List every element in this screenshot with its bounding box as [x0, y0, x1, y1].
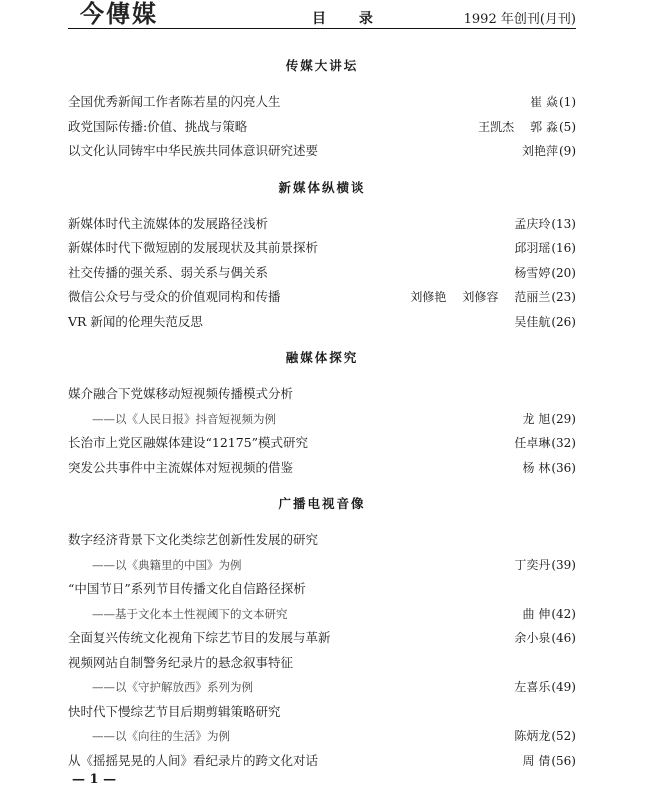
author-block: [498, 236, 576, 261]
section-title: 融媒体探究: [285, 350, 359, 365]
page-ref: (56): [551, 753, 576, 768]
article-title: 全国优秀新闻工作者陈若星的闪亮人生: [68, 94, 281, 109]
section-title: 广播电视音像: [278, 496, 366, 511]
toc-entry[interactable]: [68, 749, 576, 774]
author-name: 周 倩: [522, 753, 551, 768]
author-name: 余小泉: [514, 631, 551, 645]
publication-info: 1992 年创刊(月刊): [463, 12, 576, 27]
page-header: [68, 0, 576, 29]
section-spacer: [68, 334, 576, 346]
author-name: 邱羽瑶: [514, 241, 551, 255]
article-title: 新媒体时代主流媒体的发展路径浅析: [68, 215, 269, 231]
article-title: 社交传播的强关系、弱关系与偶关系: [68, 264, 269, 280]
toc-entry-subtitle[interactable]: [68, 724, 576, 749]
article-title: 微信公众号与受众的价值观同构和传播: [68, 289, 281, 304]
article-title: 全面复兴传统文化视角下综艺节目的发展与革新: [68, 630, 331, 645]
author-block: [507, 602, 576, 627]
author-name: 孟庆玲: [514, 216, 551, 231]
toc-entry-subtitle[interactable]: [68, 407, 576, 432]
author-name: 崔 焱: [530, 95, 558, 109]
section-title: 新媒体纵横谈: [278, 179, 366, 195]
article-title: VR 新闻的伦理失范反思: [68, 313, 203, 329]
author-name: 杨 林: [522, 460, 551, 475]
toc-entry[interactable]: [68, 577, 576, 602]
toc-entry[interactable]: [68, 115, 576, 140]
toc-content: [68, 54, 576, 773]
author-name: 范丽兰: [514, 290, 551, 304]
article-title: 新媒体时代下微短剧的发展现状及其前景探析: [68, 240, 319, 255]
author-block: [498, 675, 576, 700]
article-title: ——以《向往的生活》为例: [92, 729, 230, 743]
author-name: 曲 伸: [522, 606, 551, 621]
toc-entry[interactable]: [68, 456, 576, 481]
page-ref: (29): [551, 411, 576, 426]
toc-entry[interactable]: [68, 431, 576, 456]
toc-entry-subtitle[interactable]: [68, 553, 576, 578]
article-title: 突发公共事件中主流媒体对短视频的借鉴: [68, 459, 294, 475]
article-title: 政党国际传播:价值、挑战与策略: [68, 118, 248, 134]
page-ref: (1): [559, 95, 576, 109]
toc-entry[interactable]: [68, 651, 576, 676]
page-ref: (32): [551, 436, 576, 450]
page-ref: (26): [551, 314, 576, 329]
toc-entry[interactable]: [68, 285, 576, 310]
journal-logo: 今傳媒: [80, 0, 158, 28]
author-name: 丁奕丹: [514, 557, 551, 572]
author-name: 任卓琳: [514, 436, 551, 450]
article-title: 以文化认同铸牢中华民族共同体意识研究述要: [68, 143, 319, 158]
toc-entry[interactable]: [68, 212, 576, 237]
toc-entry[interactable]: [68, 700, 576, 725]
author-block: [498, 261, 576, 286]
author-name: 龙 旭: [522, 411, 551, 426]
toc-entry[interactable]: [68, 236, 576, 261]
author-block: [507, 456, 576, 481]
author-name: 刘修艳: [410, 290, 447, 304]
article-title: ——以《典籍里的中国》为例: [92, 557, 242, 572]
author-block: [498, 626, 576, 651]
article-title: ——以《人民日报》抖音短视频为例: [92, 411, 276, 426]
section-spacer: [68, 480, 576, 492]
author-block: [498, 310, 576, 335]
author-name: 郭 淼: [530, 119, 558, 134]
page-ref: (5): [559, 119, 576, 134]
author-block: [507, 749, 576, 774]
article-title: ——以《守护解放西》系列为例: [92, 680, 253, 694]
toc-entry[interactable]: [68, 139, 576, 164]
author-block: [498, 212, 576, 237]
toc-entry[interactable]: [68, 382, 576, 407]
author-name: 左喜乐: [514, 680, 551, 694]
toc-entry-subtitle[interactable]: [68, 675, 576, 700]
author-block: [507, 407, 576, 432]
article-title: “中国节日”系列节目传播文化自信路径探析: [68, 581, 306, 596]
author-name: 吴佳航: [514, 314, 551, 329]
author-block: [498, 724, 576, 749]
article-title: 媒介融合下党媒移动短视频传播模式分析: [68, 386, 294, 401]
article-title: 快时代下慢综艺节目后期剪辑策略研究: [68, 703, 281, 719]
page-ref: (23): [551, 290, 576, 304]
article-title: 数字经济背景下文化类综艺创新性发展的研究: [68, 532, 319, 547]
page-ref: (9): [559, 144, 576, 158]
author-name: 刘修容: [462, 290, 499, 304]
article-title: 视频网站自制警务纪录片的悬念叙事特征: [68, 654, 294, 670]
section-title: 传媒大讲坛: [285, 58, 359, 73]
toc-entry-subtitle[interactable]: [68, 602, 576, 627]
page-ref: (42): [551, 606, 576, 621]
toc-entry[interactable]: [68, 310, 576, 335]
author-block: [462, 115, 576, 140]
page-ref: (49): [551, 680, 576, 694]
author-block: [506, 139, 576, 164]
toc-entry[interactable]: [68, 90, 576, 115]
author-name: 刘艳萍: [521, 144, 558, 158]
page-ref: (39): [551, 557, 576, 572]
page-ref: (16): [551, 241, 576, 255]
page-number: — 1 —: [72, 772, 117, 787]
author-name: 杨雪婷: [514, 265, 551, 280]
article-title: 长治市上党区融媒体建设“12175”模式研究: [68, 435, 309, 450]
page-ref: (36): [551, 460, 576, 475]
article-title: ——基于文化本土性视阈下的文本研究: [92, 606, 288, 621]
toc-entry[interactable]: [68, 626, 576, 651]
toc-title: 目 录: [312, 11, 387, 27]
author-block: [498, 431, 576, 456]
author-block: [498, 553, 576, 578]
author-name: 王凯杰: [478, 119, 515, 134]
toc-entry[interactable]: [68, 261, 576, 286]
toc-entry[interactable]: [68, 528, 576, 553]
author-name: 陈炳龙: [514, 729, 551, 743]
section-spacer: [68, 164, 576, 176]
article-title: 从《摇摇晃晃的人间》看纪录片的跨文化对话: [68, 752, 319, 768]
page-ref: (13): [551, 216, 576, 231]
page-ref: (46): [551, 631, 576, 645]
page-ref: (52): [551, 729, 576, 743]
author-block: [394, 285, 576, 310]
author-block: [514, 90, 576, 115]
page-ref: (20): [551, 265, 576, 280]
